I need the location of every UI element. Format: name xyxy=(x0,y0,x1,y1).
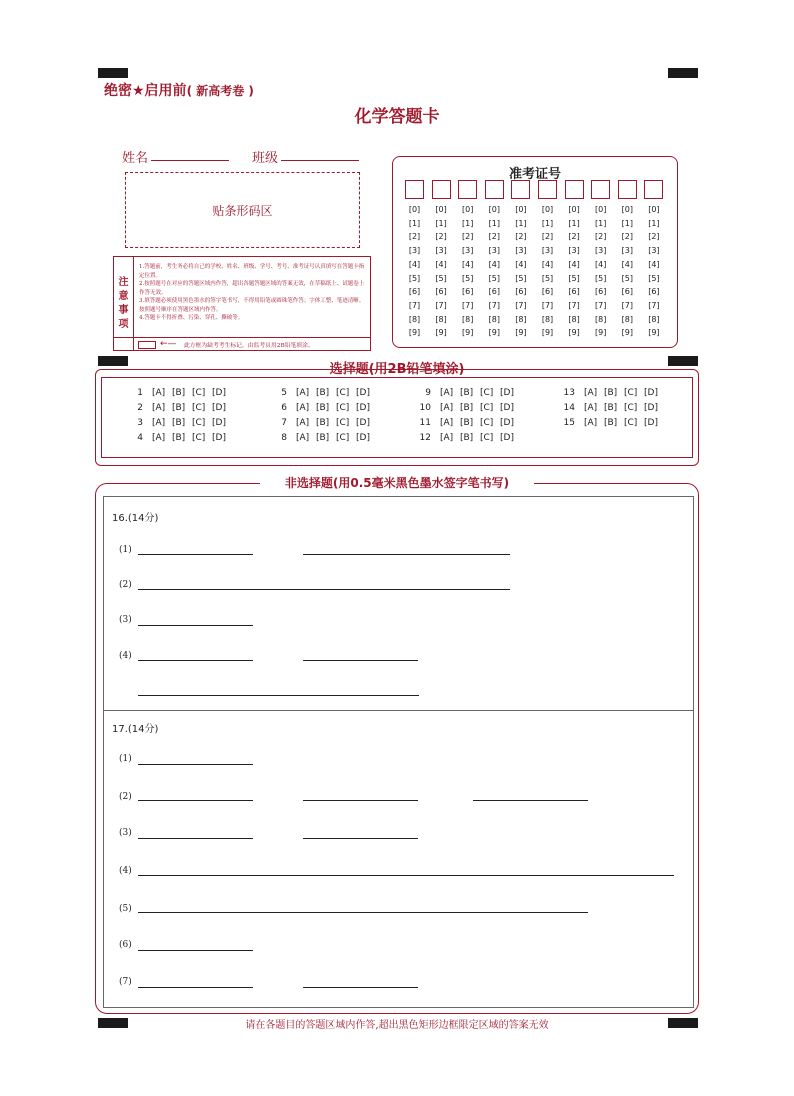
mc-question-number: 11 xyxy=(419,418,431,428)
secret-text: 绝密★启用前 xyxy=(104,83,187,99)
exam-id-bubble[interactable]: [5] xyxy=(515,273,527,283)
mc-option-bubble[interactable]: [B] xyxy=(316,418,330,428)
exam-id-bubble[interactable]: [4] xyxy=(648,259,660,269)
exam-id-bubble[interactable]: [1] xyxy=(408,218,421,228)
exam-id-bubble[interactable]: [7] xyxy=(408,300,421,310)
mc-question-number: 4 xyxy=(137,433,143,443)
exam-id-bubble[interactable]: [9] xyxy=(462,328,474,338)
exam-id-bubble[interactable]: [0] xyxy=(648,205,660,214)
exam-id-bubble[interactable]: [2] xyxy=(568,232,580,242)
exam-id-bubble[interactable]: [7] xyxy=(568,300,580,310)
exam-id-bubble[interactable]: [2] xyxy=(595,232,607,242)
exam-id-bubble[interactable]: [7] xyxy=(595,300,607,310)
barcode-label: 贴条形码区 xyxy=(212,203,273,218)
exam-id-bubble[interactable]: [0] xyxy=(435,205,447,214)
mc-question-number: 12 xyxy=(419,433,431,443)
q17-part-2: (2) xyxy=(119,792,132,802)
exam-id-bubble[interactable]: [3] xyxy=(648,246,660,256)
exam-id-bubble[interactable]: [5] xyxy=(568,273,580,283)
mc-option-bubble[interactable]: [C] xyxy=(192,388,206,398)
mc-question-number: 1 xyxy=(137,388,143,398)
exam-id-bubble[interactable]: [9] xyxy=(568,328,580,338)
exam-id-bubble[interactable]: [0] xyxy=(568,205,580,214)
exam-id-bubble[interactable]: [2] xyxy=(408,232,421,242)
q-divider xyxy=(103,710,694,711)
exam-id-bubble[interactable]: [3] xyxy=(541,246,554,256)
q17-2-answer-b[interactable] xyxy=(303,800,418,801)
q17-part-1: (1) xyxy=(119,754,132,764)
mc-option-bubble[interactable]: [D] xyxy=(500,388,514,398)
arrow-left-icon: ←— xyxy=(160,339,177,349)
exam-id-bubble[interactable]: [8] xyxy=(462,314,474,324)
q17-2-answer-c[interactable] xyxy=(473,800,588,801)
exam-id-bubble[interactable]: [9] xyxy=(595,328,607,338)
mc-option-bubble[interactable]: [D] xyxy=(356,418,370,428)
exam-id-bubble[interactable]: [8] xyxy=(541,314,554,324)
q17-part-6: (6) xyxy=(119,940,132,950)
q17-7-answer-a[interactable] xyxy=(138,987,253,988)
mc-option-bubble[interactable]: [D] xyxy=(212,418,226,428)
mc-option-bubble[interactable]: [B] xyxy=(460,433,474,443)
mc-option-bubble[interactable]: [D] xyxy=(500,403,514,413)
mc-option-bubble[interactable]: [C] xyxy=(480,418,494,428)
exam-id-bubble[interactable]: [5] xyxy=(621,273,633,283)
exam-id-bubble[interactable]: [7] xyxy=(435,300,447,310)
exam-id-bubble[interactable]: [4] xyxy=(408,259,421,269)
exam-id-bubble[interactable]: [8] xyxy=(621,314,633,324)
exam-id-input-box[interactable] xyxy=(538,180,557,199)
exam-id-bubble[interactable]: [8] xyxy=(648,314,660,324)
mc-option-bubble[interactable]: [C] xyxy=(480,388,494,398)
mc-option-bubble[interactable]: [B] xyxy=(172,403,186,413)
exam-id-box xyxy=(392,156,678,348)
notes-list xyxy=(139,263,369,323)
exam-id-bubble[interactable]: [9] xyxy=(408,328,421,338)
q17-part-7: (7) xyxy=(119,977,132,987)
exam-id-bubble[interactable]: [8] xyxy=(435,314,447,324)
exam-id-bubble[interactable]: [1] xyxy=(541,218,554,228)
class-field[interactable] xyxy=(281,160,359,161)
q16-part-2: (2) xyxy=(119,580,132,590)
mc-option-bubble[interactable]: [B] xyxy=(316,403,330,413)
mc-option-bubble[interactable]: [C] xyxy=(624,418,638,428)
exam-id-bubble[interactable]: [8] xyxy=(595,314,607,324)
exam-id-bubble[interactable]: [3] xyxy=(621,246,633,256)
exam-id-input-box[interactable] xyxy=(458,180,477,199)
exam-id-bubble[interactable]: [2] xyxy=(621,232,633,242)
q17-part-5: (5) xyxy=(119,904,132,914)
q17-3-answer-a[interactable] xyxy=(138,838,253,839)
mc-option-bubble[interactable]: [B] xyxy=(172,418,186,428)
mc-option-bubble[interactable]: [B] xyxy=(604,418,618,428)
exam-id-bubble[interactable]: [4] xyxy=(568,259,580,269)
q17-1-answer[interactable] xyxy=(138,764,253,765)
exam-id-bubble[interactable]: [8] xyxy=(568,314,580,324)
exam-id-bubble[interactable]: [1] xyxy=(595,218,607,228)
mc-option-bubble[interactable]: [B] xyxy=(172,433,186,443)
notes-box xyxy=(113,256,371,351)
mc-question-number: 14 xyxy=(563,403,575,413)
q16-2-answer[interactable] xyxy=(138,589,510,590)
exam-id-bubble[interactable]: [4] xyxy=(541,259,554,269)
mc-question-number: 2 xyxy=(137,403,143,413)
mc-option-bubble[interactable]: [D] xyxy=(356,433,370,443)
mc-option-bubble[interactable]: [D] xyxy=(644,388,658,398)
absent-checkbox[interactable] xyxy=(138,341,156,349)
exam-id-bubble[interactable]: [5] xyxy=(435,273,447,283)
mc-option-bubble[interactable]: [A] xyxy=(152,433,166,443)
exam-id-bubble[interactable]: [1] xyxy=(462,218,474,228)
mc-option-bubble[interactable]: [A] xyxy=(152,403,166,413)
exam-id-bubble[interactable]: [7] xyxy=(621,300,633,310)
mc-option-bubble[interactable]: [A] xyxy=(296,403,310,413)
mc-option-bubble[interactable]: [C] xyxy=(336,403,350,413)
exam-id-bubble[interactable]: [0] xyxy=(621,205,633,214)
mc-option-bubble[interactable]: [B] xyxy=(316,388,330,398)
q16-4-answer-b[interactable] xyxy=(303,660,418,661)
exam-id-bubble[interactable]: [6] xyxy=(515,287,527,297)
exam-id-bubble[interactable]: [2] xyxy=(488,232,500,242)
exam-id-bubble[interactable]: [6] xyxy=(435,287,447,297)
exam-id-bubble[interactable]: [4] xyxy=(621,259,633,269)
mc-question-number: 10 xyxy=(419,403,431,413)
mc-option-bubble[interactable]: [A] xyxy=(296,418,310,428)
mc-question-number: 9 xyxy=(425,388,431,398)
q17-part-3: (3) xyxy=(119,828,132,838)
alignment-mark-tl xyxy=(98,68,128,78)
exam-id-bubble[interactable]: [3] xyxy=(595,246,607,256)
barcode-area xyxy=(125,172,360,248)
exam-id-bubble[interactable]: [7] xyxy=(488,300,500,310)
absent-note: 此方框为缺考考生标记，由监考员用2B铅笔填涂。 xyxy=(184,343,314,349)
exam-id-bubble[interactable]: [6] xyxy=(648,287,660,297)
mc-option-bubble[interactable]: [D] xyxy=(644,403,658,413)
exam-id-bubble[interactable]: [0] xyxy=(515,205,527,214)
exam-id-bubble[interactable]: [0] xyxy=(488,205,500,214)
edition-text: ( 新高考卷 ) xyxy=(186,84,254,98)
exam-id-bubble[interactable]: [0] xyxy=(408,205,421,214)
exam-id-bubble[interactable]: [9] xyxy=(648,328,660,338)
mc-question-number: 15 xyxy=(563,418,575,428)
notes-char-1: 注 xyxy=(118,276,129,288)
mc-option-bubble[interactable]: [C] xyxy=(192,418,206,428)
q16-3-answer[interactable] xyxy=(138,625,253,626)
mc-option-bubble[interactable]: [B] xyxy=(460,388,474,398)
exam-id-input-box[interactable] xyxy=(511,180,530,199)
exam-id-input-box[interactable] xyxy=(432,180,451,199)
exam-id-bubble[interactable]: [9] xyxy=(541,328,554,338)
exam-id-input-box[interactable] xyxy=(618,180,637,199)
mc-option-bubble[interactable]: [A] xyxy=(440,433,454,443)
q17-label: 17.(14分) xyxy=(112,724,159,735)
q17-6-answer[interactable] xyxy=(138,950,253,951)
exam-id-bubble[interactable]: [5] xyxy=(595,273,607,283)
exam-id-bubble[interactable]: [4] xyxy=(462,259,474,269)
mc-option-bubble[interactable]: [B] xyxy=(460,418,474,428)
mc-option-bubble[interactable]: [D] xyxy=(212,388,226,398)
q17-part-4: (4) xyxy=(119,866,132,876)
mc-option-bubble[interactable]: [A] xyxy=(152,418,166,428)
exam-id-bubble[interactable]: [2] xyxy=(435,232,447,242)
exam-id-bubble[interactable]: [5] xyxy=(408,273,421,283)
mc-option-bubble[interactable]: [D] xyxy=(212,403,226,413)
mc-option-bubble[interactable]: [C] xyxy=(336,388,350,398)
mc-option-bubble[interactable]: [C] xyxy=(336,418,350,428)
exam-id-bubble[interactable]: [2] xyxy=(462,232,474,242)
exam-id-input-box[interactable] xyxy=(485,180,504,199)
mc-option-bubble[interactable]: [B] xyxy=(316,433,330,443)
exam-id-bubble[interactable]: [4] xyxy=(515,259,527,269)
note-item: 3.填答题必须使用黑色墨水的签字笔书写，不得用铅笔或圆珠笔作答；字体工整、笔迹清晰。按照题号顺序在答题区域内作答。 xyxy=(139,298,365,313)
exam-id-input-box[interactable] xyxy=(405,180,424,199)
exam-id-bubble[interactable]: [3] xyxy=(488,246,500,256)
exam-id-bubble[interactable]: [5] xyxy=(488,273,500,283)
exam-id-bubble[interactable]: [9] xyxy=(515,328,527,338)
exam-id-bubble[interactable]: [5] xyxy=(648,273,660,283)
mc-option-bubble[interactable]: [C] xyxy=(624,388,638,398)
notes-char-4: 项 xyxy=(118,318,129,330)
alignment-mark-tr xyxy=(668,68,698,78)
q17-3-answer-b[interactable] xyxy=(303,838,418,839)
exam-id-input-box[interactable] xyxy=(644,180,663,199)
exam-id-bubble[interactable]: [8] xyxy=(488,314,500,324)
mc-question-number: 13 xyxy=(563,388,575,398)
exam-id-input-box[interactable] xyxy=(565,180,584,199)
mc-question-number: 6 xyxy=(281,403,287,413)
exam-id-bubble[interactable]: [7] xyxy=(541,300,554,310)
mc-option-bubble[interactable]: [A] xyxy=(152,388,166,398)
mc-option-bubble[interactable]: [A] xyxy=(440,418,454,428)
q17-2-answer-a[interactable] xyxy=(138,800,253,801)
exam-id-bubble[interactable]: [3] xyxy=(408,246,421,256)
q16-4-answer-c[interactable] xyxy=(138,695,419,696)
exam-id-bubble[interactable]: [7] xyxy=(462,300,474,310)
exam-id-bubble[interactable]: [7] xyxy=(515,300,527,310)
exam-id-bubble[interactable]: [6] xyxy=(621,287,633,297)
mc-option-bubble[interactable]: [B] xyxy=(604,388,618,398)
exam-id-bubble[interactable]: [6] xyxy=(488,287,500,297)
mc-option-bubble[interactable]: [A] xyxy=(584,403,598,413)
mc-option-bubble[interactable]: [C] xyxy=(192,433,206,443)
exam-id-bubble[interactable]: [6] xyxy=(462,287,474,297)
note-item: 2.按照题号在对应的答题区域内作答，超出各题答题区域的答案无效，在草稿纸上、试题卷上作答无效。 xyxy=(139,281,365,296)
mc-option-bubble[interactable]: [D] xyxy=(356,388,370,398)
mc-question-number: 5 xyxy=(281,388,287,398)
exam-id-bubble[interactable]: [9] xyxy=(488,328,500,338)
exam-id-bubble[interactable]: [8] xyxy=(408,314,421,324)
footer-note: 请在各题目的答题区域内作答,超出黑色矩形边框限定区域的答案无效 xyxy=(245,1020,549,1031)
q16-label: 16.(14分) xyxy=(112,513,159,524)
notes-char-3: 事 xyxy=(118,304,129,316)
q16-1-answer-a[interactable] xyxy=(138,554,253,555)
exam-id-bubble[interactable]: [6] xyxy=(595,287,607,297)
exam-id-bubble[interactable]: [1] xyxy=(568,218,580,228)
q16-part-4: (4) xyxy=(119,651,132,661)
mc-option-bubble[interactable]: [B] xyxy=(172,388,186,398)
q16-4-answer-a[interactable] xyxy=(138,660,253,661)
exam-id-bubble[interactable]: [5] xyxy=(462,273,474,283)
mc-option-bubble[interactable]: [A] xyxy=(584,388,598,398)
exam-id-bubble[interactable]: [2] xyxy=(648,232,660,242)
exam-id-input-box[interactable] xyxy=(591,180,610,199)
note-item: 1.答题前，考生务必将自己的学校、姓名、班级、学号、考号、准考证号认真填写在答题卡指定位置。 xyxy=(139,264,365,279)
exam-id-bubble[interactable]: [4] xyxy=(488,259,500,269)
free-title: 非选择题(用0.5毫米黑色墨水签字笔书写) xyxy=(260,474,534,491)
exam-id-bubble[interactable]: [8] xyxy=(515,314,527,324)
exam-id-bubble[interactable]: [3] xyxy=(515,246,527,256)
mc-option-bubble[interactable]: [D] xyxy=(500,433,514,443)
exam-id-bubble[interactable]: [1] xyxy=(648,218,660,228)
q17-7-answer-b[interactable] xyxy=(303,987,418,988)
q16-part-3: (3) xyxy=(119,615,132,625)
exam-id-bubble[interactable]: [4] xyxy=(595,259,607,269)
mc-option-bubble[interactable]: [A] xyxy=(296,388,310,398)
mc-option-bubble[interactable]: [B] xyxy=(460,403,474,413)
mc-option-bubble[interactable]: [C] xyxy=(480,403,494,413)
exam-id-title: 准考证号 xyxy=(508,167,561,182)
mc-option-bubble[interactable]: [D] xyxy=(500,418,514,428)
mc-question-number: 7 xyxy=(281,418,287,428)
mc-option-bubble[interactable]: [C] xyxy=(480,433,494,443)
exam-id-bubble[interactable]: [0] xyxy=(462,205,474,214)
exam-id-bubble[interactable]: [0] xyxy=(595,205,607,214)
q17-4-answer[interactable] xyxy=(138,875,674,876)
exam-id-bubble[interactable]: [2] xyxy=(541,232,554,242)
secret-label xyxy=(104,80,254,100)
exam-id-bubble[interactable]: [1] xyxy=(515,218,527,228)
mc-option-bubble[interactable]: [A] xyxy=(296,433,310,443)
class-label: 班级 xyxy=(252,151,279,166)
free-inner-box xyxy=(103,496,694,1008)
notes-char-2: 意 xyxy=(118,290,129,302)
mc-option-bubble[interactable]: [D] xyxy=(212,433,226,443)
exam-id-bubble[interactable]: [3] xyxy=(435,246,447,256)
mc-option-bubble[interactable]: [B] xyxy=(604,403,618,413)
page-title: 化学答题卡 xyxy=(354,107,440,127)
exam-id-bubble[interactable]: [0] xyxy=(541,205,554,214)
exam-id-bubble[interactable]: [1] xyxy=(488,218,500,228)
mc-question-number: 8 xyxy=(281,433,287,443)
exam-id-bubble[interactable]: [6] xyxy=(541,287,554,297)
mc-question-number: 3 xyxy=(137,418,143,428)
exam-id-bubble[interactable]: [3] xyxy=(462,246,474,256)
exam-id-bubble[interactable]: [4] xyxy=(435,259,447,269)
mc-option-bubble[interactable]: [D] xyxy=(644,418,658,428)
exam-id-bubble[interactable]: [5] xyxy=(541,273,554,283)
mc-title: 选择题(用2B铅笔填涂) xyxy=(329,362,465,377)
absent-row xyxy=(114,337,370,351)
exam-id-bubble[interactable]: [3] xyxy=(568,246,580,256)
mc-option-bubble[interactable]: [C] xyxy=(192,403,206,413)
exam-id-bubble[interactable]: [2] xyxy=(515,232,527,242)
name-label: 姓名 xyxy=(122,151,149,166)
exam-id-bubble[interactable]: [9] xyxy=(435,328,447,338)
name-field[interactable] xyxy=(151,160,229,161)
exam-id-bubble[interactable]: [9] xyxy=(621,328,633,338)
mc-option-bubble[interactable]: [C] xyxy=(336,433,350,443)
mc-section xyxy=(95,369,699,466)
exam-id-bubble[interactable]: [1] xyxy=(621,218,633,228)
note-item: 4.答题卡不得折叠、污染、穿孔、撕破等。 xyxy=(139,315,244,321)
q17-5-answer[interactable] xyxy=(138,912,588,913)
exam-id-bubble[interactable]: [1] xyxy=(435,218,447,228)
mc-option-bubble[interactable]: [A] xyxy=(440,403,454,413)
exam-id-bubble[interactable]: [6] xyxy=(568,287,580,297)
exam-id-bubble[interactable]: [6] xyxy=(408,287,421,297)
q16-part-1: (1) xyxy=(119,545,132,555)
q16-1-answer-b[interactable] xyxy=(303,554,510,555)
exam-id-bubble[interactable]: [7] xyxy=(648,300,660,310)
mc-option-bubble[interactable]: [D] xyxy=(356,403,370,413)
mc-option-bubble[interactable]: [C] xyxy=(624,403,638,413)
mc-option-bubble[interactable]: [A] xyxy=(584,418,598,428)
mc-option-bubble[interactable]: [A] xyxy=(440,388,454,398)
